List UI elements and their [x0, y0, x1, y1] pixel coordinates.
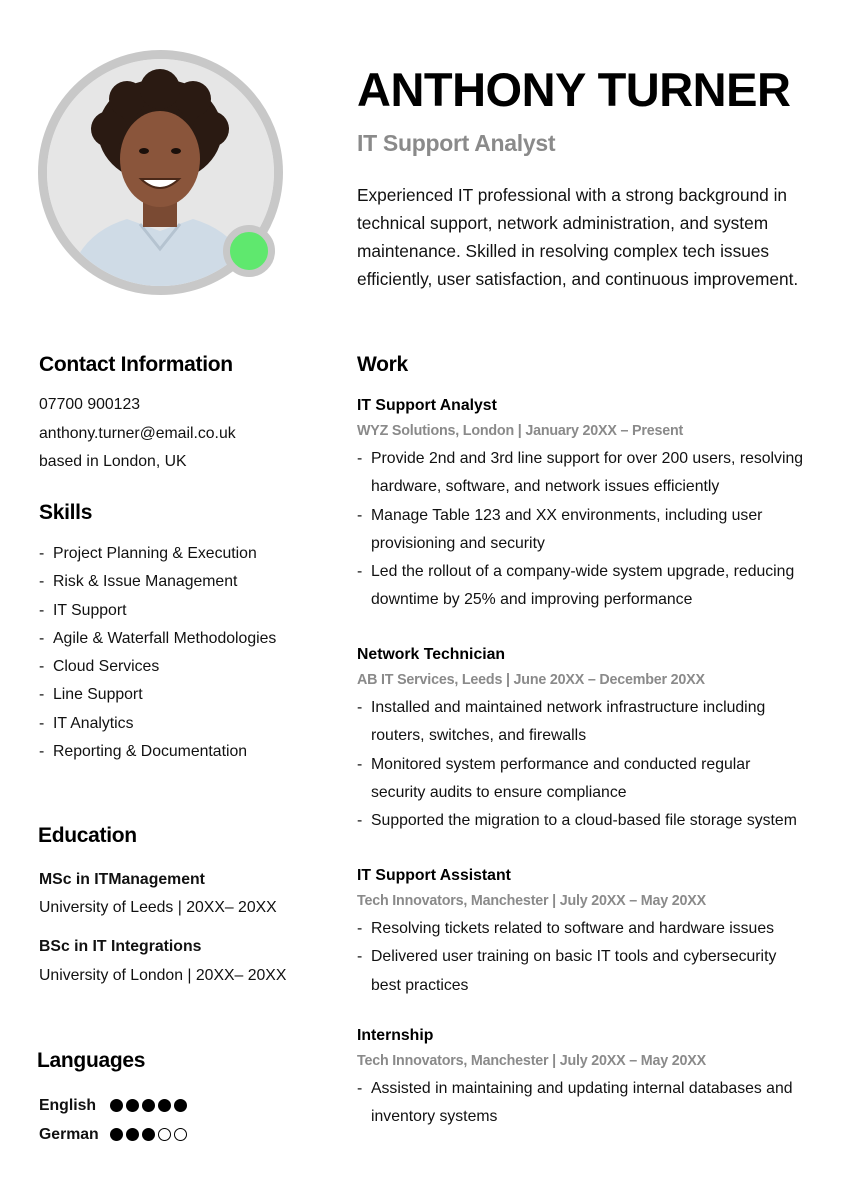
- work-bullet: - Installed and maintained network infrastructure including routers, switches, and firewalls: [357, 694, 807, 751]
- skill-item: - Reporting & Documentation: [39, 738, 276, 766]
- work-entry: [357, 393, 807, 615]
- education-school: University of London | 20XX– 20XX: [39, 967, 287, 984]
- work-entry: [357, 642, 807, 835]
- work-entry-meta: Tech Innovators, Manchester | July 20XX – May 20XX: [357, 1053, 706, 1069]
- rating-dot: [174, 1128, 187, 1141]
- skills-list: [39, 540, 276, 766]
- skills-heading: Skills: [39, 501, 93, 524]
- work-entry-bullets: [357, 915, 807, 1000]
- profile-summary: Experienced IT professional with a strong background in technical support, network administration, and system maintenance. Skilled in resolving complex tech issues efficiently, user satisfaction, and continuous improvement.: [357, 185, 799, 289]
- work-heading: Work: [357, 353, 408, 376]
- education-heading: Education: [38, 824, 137, 847]
- skill-item: - Project Planning & Execution: [39, 540, 276, 568]
- rating-dot: [158, 1128, 171, 1141]
- education-degree: MSc in ITManagement: [39, 871, 205, 888]
- work-entry-title: Network Technician: [357, 646, 506, 663]
- contact-email: anthony.turner@email.co.uk: [39, 424, 236, 442]
- work-bullet: - Assisted in maintaining and updating internal databases and inventory systems: [357, 1075, 807, 1132]
- rating-dot: [142, 1099, 155, 1112]
- language-name: German: [39, 1125, 99, 1143]
- languages-heading: Languages: [37, 1049, 146, 1072]
- skill-item: - Agile & Waterfall Methodologies: [39, 625, 276, 653]
- rating-dot: [110, 1128, 123, 1141]
- candidate-name: ANTHONY TURNER: [357, 63, 791, 116]
- skill-item: - Line Support: [39, 681, 276, 709]
- language-level-rating: [110, 1099, 187, 1112]
- work-bullet: - Led the rollout of a company-wide system upgrade, reducing downtime by 25% and improving performance: [357, 558, 807, 615]
- skill-item: - Cloud Services: [39, 653, 276, 681]
- contact-phone: 07700 900123: [39, 396, 141, 413]
- work-bullet: - Monitored system performance and conducted regular security audits to ensure compliance: [357, 751, 807, 808]
- contact-heading: Contact Information: [39, 353, 233, 376]
- rating-dot: [126, 1128, 139, 1141]
- work-entry-meta: AB IT Services, Leeds | June 20XX – December 20XX: [357, 672, 705, 688]
- work-entry-bullets: [357, 694, 807, 835]
- rating-dot: [158, 1099, 171, 1112]
- languages-list: [39, 1091, 187, 1149]
- skill-item: - IT Support: [39, 597, 276, 625]
- language-name: English: [39, 1096, 97, 1114]
- work-entry-bullets: [357, 445, 807, 615]
- work-entry-meta: WYZ Solutions, London | January 20XX – Present: [357, 423, 684, 439]
- work-bullet: - Delivered user training on basic IT tools and cybersecurity best practices: [357, 943, 807, 1000]
- rating-dot: [142, 1128, 155, 1141]
- skill-item: - IT Analytics: [39, 710, 276, 738]
- work-entry: [357, 1023, 807, 1132]
- contact-location: based in London, UK: [39, 453, 187, 471]
- rating-dot: [174, 1099, 187, 1112]
- work-bullet: - Resolving tickets related to software and hardware issues: [357, 915, 807, 943]
- work-entry-meta: Tech Innovators, Manchester | July 20XX – May 20XX: [357, 893, 706, 909]
- work-entry-bullets: [357, 1075, 807, 1132]
- job-title: IT Support Analyst: [357, 130, 556, 156]
- work-bullet: - Supported the migration to a cloud-based file storage system: [357, 807, 807, 835]
- contact-details: [39, 391, 236, 477]
- language-row: [39, 1091, 187, 1120]
- work-entry-title: IT Support Analyst: [357, 397, 497, 414]
- work-entry-title: Internship: [357, 1027, 434, 1044]
- work-bullet: - Manage Table 123 and XX environments, including user provisioning and security: [357, 502, 807, 559]
- work-entry: [357, 863, 807, 1000]
- work-entry-title: IT Support Assistant: [357, 867, 511, 884]
- status-indicator: [223, 225, 275, 277]
- language-row: [39, 1120, 187, 1149]
- skill-item: - Risk & Issue Management: [39, 568, 276, 596]
- education-school: University of Leeds | 20XX– 20XX: [39, 899, 277, 916]
- rating-dot: [110, 1099, 123, 1112]
- language-level-rating: [110, 1128, 187, 1141]
- education-degree: BSc in IT Integrations: [39, 938, 202, 955]
- rating-dot: [126, 1099, 139, 1112]
- work-bullet: - Provide 2nd and 3rd line support for over 200 users, resolving hardware, software, and network issues efficiently: [357, 445, 807, 502]
